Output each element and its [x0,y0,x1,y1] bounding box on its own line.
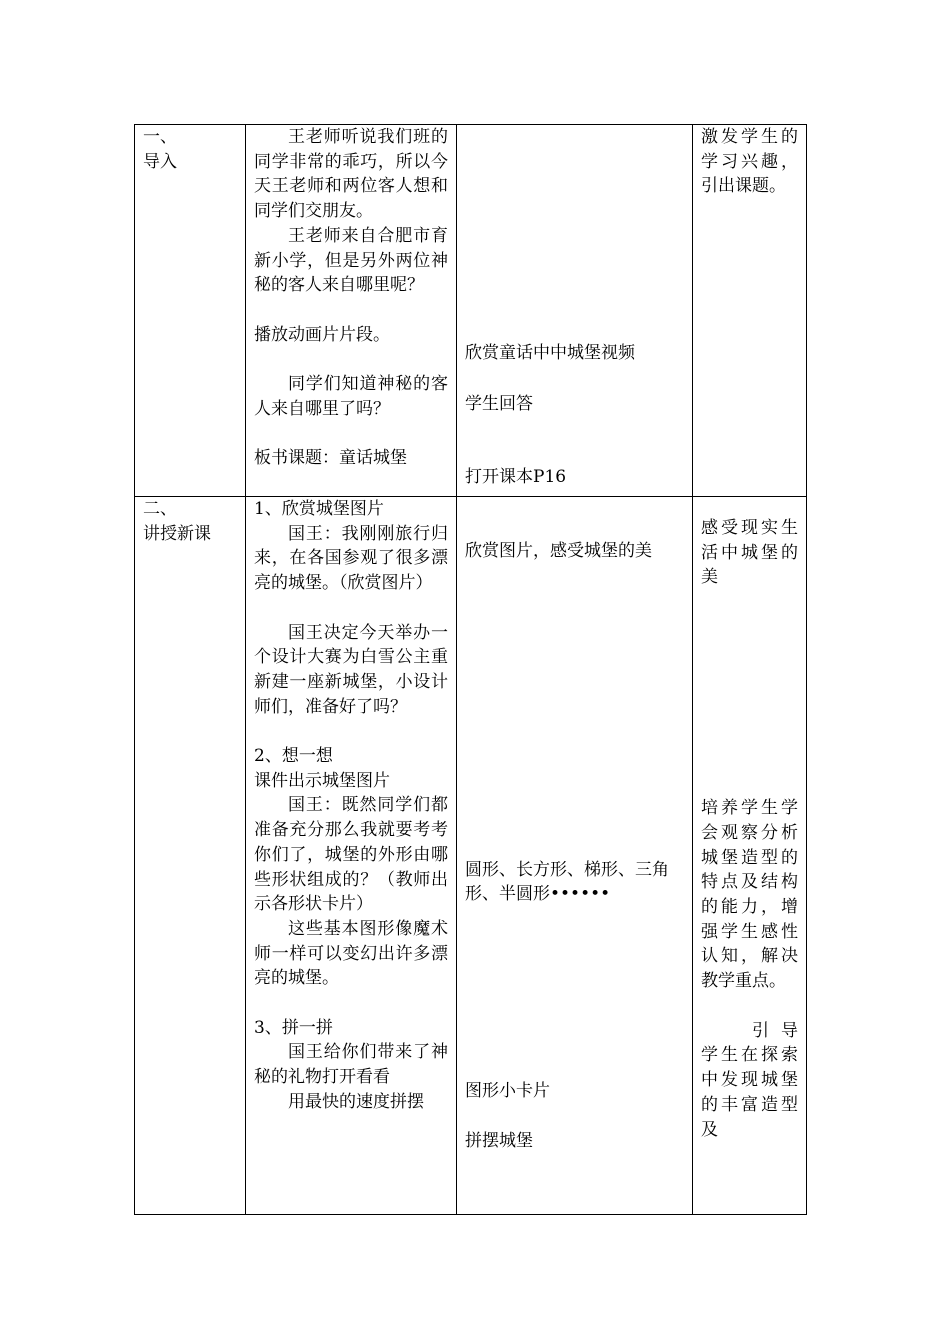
lesson-plan-table [134,124,807,1215]
paragraph: 国王：我刚刚旅行归来，在各国参观了很多漂亮的城堡。（欣赏图片） [254,523,448,594]
teacher-activity [246,125,457,497]
paragraph: 拼摆城堡 [465,1130,533,1151]
paragraph: 打开课本P16 [465,467,567,488]
design-intent [693,125,807,497]
paragraph: 国王决定今天举办一个设计大赛为白雪公主重新建一座新城堡，小设计师们，准备好了吗？ [254,622,448,717]
table-row [135,125,807,497]
section-number: 一、 [143,127,177,147]
paragraph: 王老师来自合肥市育新小学，但是另外两位神秘的客人来自哪里呢？ [254,225,448,296]
paragraph: 同学们知道神秘的客人来自哪里了吗？ [254,374,448,419]
paragraph: 引导学生在探索中发现城堡的丰富造型及 [701,1020,798,1140]
design-intent [693,497,807,1215]
paragraph: 课件出示城堡图片 [254,770,390,791]
paragraph: 国王给你们带来了神秘的礼物打开看看 [254,1042,448,1088]
paragraph: 欣赏图片，感受城堡的美 [465,541,652,561]
paragraph: 学生回答 [465,393,533,414]
paragraph: 3、拼一拼 [254,1017,333,1038]
student-activity [457,497,693,1215]
paragraph: 2、想一想 [254,746,333,766]
section-title: 讲授新课 [143,523,211,544]
table-row [135,497,807,1215]
paragraph: 欣赏童话中中城堡视频 [465,343,635,363]
paragraph: 图形小卡片 [465,1081,550,1102]
section-label [135,497,246,1215]
paragraph: 1、欣赏城堡图片 [254,499,384,519]
section-label [135,125,246,497]
paragraph: 国王：既然同学们都准备充分那么我就要考考你们了，城堡的外形由哪些形状组成的？（教师出示各形状卡片） [254,795,448,915]
section-title: 导入 [143,151,177,172]
paragraph: 这些基本图形像魔术师一样可以变幻出许多漂亮的城堡。 [254,918,448,989]
student-activity [457,125,693,497]
paragraph: 圆形、长方形、梯形、三角形、半圆形•••••• [465,859,669,905]
section-number: 二、 [143,499,177,519]
paragraph: 用最快的速度拼摆 [288,1091,424,1112]
paragraph: 王老师听说我们班的同学非常的乖巧，所以今天王老师和两位客人想和同学们交朋友。 [254,127,448,222]
paragraph: 播放动画片片段。 [254,324,390,345]
paragraph: 激发学生的学习兴趣，引出课题。 [701,127,798,197]
paragraph: 板书课题：童话城堡 [254,448,407,469]
paragraph: 培养学生学会观察分析城堡造型的特点及结构的能力，增强学生感性认知，解决教学重点。 [701,798,798,992]
teacher-activity [246,497,457,1215]
paragraph: 感受现实生活中城堡的美 [701,518,798,588]
